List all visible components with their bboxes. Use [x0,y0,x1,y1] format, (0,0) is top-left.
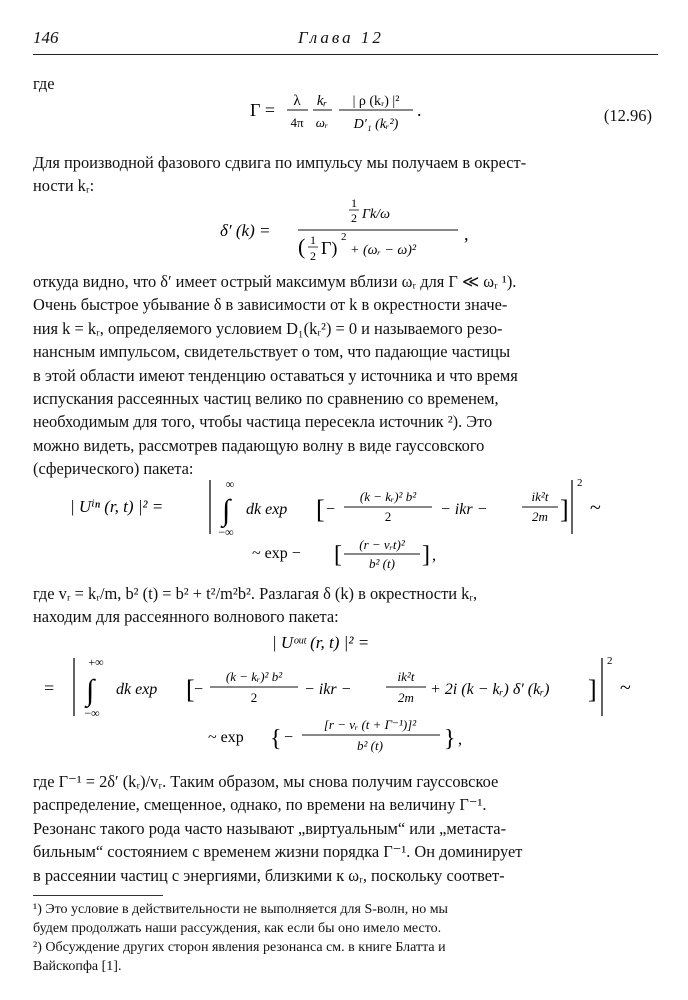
eq2-open-paren: ( [298,234,306,259]
paragraph-3 [33,582,655,629]
eq4-term3-den: 2m [398,690,414,705]
para2-line: можно видеть, рассмотрев падающую волну в виде гауссовского [33,435,485,455]
eq3-line2-num: (r − vᵣt)² [359,537,405,552]
page-number: 146 [33,28,59,47]
eq2-den-half-den: 2 [310,249,316,263]
para3-line: находим для рассеянного волнового пакета: [33,607,339,627]
eq2-square: 2 [341,231,347,243]
eq3-upper-limit: ∞ [225,477,235,491]
bracket-close-2: ] [422,542,430,568]
eq4-dk-exp: dk exp [116,681,158,698]
eq4-top: | Uᵒᵘᵗ (r, t) |² = [272,633,370,652]
eq1-kr: kᵣ [316,93,328,109]
eq3-lhs: | Uⁱⁿ (r, t) |² = [70,497,164,516]
header-rule [33,54,658,55]
para4-line: в рассеянии частиц с энергиями, близкими к ωᵣ, поскольку соответ- [33,865,505,885]
paragraph-4 [33,770,655,887]
eq4-line2-den: b² (t) [357,738,383,753]
eq4-square: 2 [607,655,613,667]
eq1-omega-r: ωᵣ [315,115,329,130]
eq1-lambda: λ [293,93,301,109]
para3-line: где vᵣ = kᵣ/m, b² (t) = b² + t²/m²b². Разлагая δ (k) в окрестности kᵣ, [33,584,478,603]
bracket-open: [ [186,675,195,704]
chapter-title: Глава 12 [298,28,384,47]
paragraph-2 [33,270,655,481]
bracket-close: ] [588,675,597,704]
para2-line: ния k = kᵣ, определяемого условием D₁(kᵣ²) = 0 и называемого резо- [33,318,503,338]
eq4-upper-limit: +∞ [88,655,104,669]
equation-incident-packet [70,474,630,574]
paragraph-1 [33,151,655,198]
eq4-term1-den: 2 [250,690,258,705]
eq2-lhs: δ′ (k) = [220,221,271,240]
eq3-term1-den: 2 [384,509,392,524]
minus-sign: − [284,729,294,746]
eq2-numer-rest: Γk/ω [362,207,390,222]
integral-sign: ∫ [86,674,95,707]
eq4-lower-limit: −∞ [84,706,100,720]
brace-close: } [444,726,456,752]
eq4-eq-sign: = [44,678,55,698]
footnote-line: ¹) Это условие в действительности не выполняется для S-волн, но мы [33,902,448,917]
eq4-tilde: ~ [620,677,631,699]
eq3-square: 2 [577,477,583,489]
para2-line: в этой области имеют тенденцию оставаться у источника и что время [33,365,518,385]
bracket-open: [ [316,495,325,524]
eq3-dk-exp: dk exp [246,501,288,518]
eq3-tilde: ~ [590,497,601,519]
para2-line: испускания рассеянных частиц велико по сравнению со временем, [33,389,499,409]
where-label-1: где [33,74,55,93]
eq1-period: . [417,100,422,120]
eq4-term2: − ikr − [304,681,352,698]
para4-line: распределение, смещенное, однако, по времени на величину Γ⁻¹. [33,795,487,815]
eq2-den-half-num: 1 [310,233,316,247]
eq2-den-rest: + (ωᵣ − ω)² [350,243,417,258]
brace-open: { [270,726,282,752]
para1-line: ности kᵣ: [33,176,95,196]
eq4-term1-num: (k − kᵣ)² b² [225,669,283,684]
equation-number: (12.96) [603,106,652,125]
eq4-line2-prefix: ~ exp [208,729,244,746]
equation-delta-prime [220,192,480,268]
eq2-comma: , [464,224,469,244]
eq3-term3-den: 2m [532,509,548,524]
running-header [33,28,658,50]
para1-line: Для производной фазового сдвига по импульсу мы получаем в окрест- [33,153,527,172]
footnote-line: ²) Обсуждение других сторон явления резонанса см. в книге Блатта и [33,940,446,955]
eq2-den-gamma: Γ) [321,238,338,258]
footnote-rule [33,895,163,896]
para2-line: Очень быстрое убывание δ в зависимости от k в окрестности значе- [33,295,508,315]
para2-line: нансным импульсом, свидетельствует о том, что падающие частицы [33,342,511,362]
footnotes [33,900,655,976]
eq4-line2-end: , [458,731,462,748]
footnote-line: Вайскопфа [1]. [33,959,122,974]
para4-line: Резонанс такого рода часто называют „виртуальным“ или „метаста- [33,818,507,838]
eq3-term3-num: ik²t [531,489,549,504]
para2-line: необходимым для того, чтобы частица пересекла источник ²). Это [33,412,493,432]
footnote-line: будем продолжать наши рассуждения, как если бы оно имело место. [33,921,442,936]
eq3-lower-limit: −∞ [218,525,234,539]
bracket-close: ] [560,495,569,524]
eq4-term3-num: ik²t [397,669,415,684]
para2-line: откуда видно, что δ′ имеет острый максимум вблизи ωᵣ для Γ ≪ ωᵣ ¹). [33,272,517,291]
minus-sign: − [194,681,204,698]
eq1-numerator: | ρ (kᵣ) |² [352,94,400,109]
eq2-half-num: 1 [351,196,357,210]
eq3-term2: − ikr − [440,501,488,518]
eq3-term1-num: (k − kᵣ)² b² [359,489,417,504]
equation-12-96 [250,86,450,138]
equation-scattered-packet [30,628,650,768]
minus-sign: − [326,501,336,518]
eq1-denominator: D′₁ (kᵣ²) [353,117,399,132]
para4-line: где Γ⁻¹ = 2δ′ (kᵣ)/vᵣ. Таким образом, мы снова получим гауссовское [33,772,499,791]
eq3-line2-prefix: ~ exp − [252,545,301,562]
para2-line: (сферического) пакета: [33,459,194,479]
eq4-term4: + 2i (k − kᵣ) δ′ (kᵣ) [430,681,550,698]
eq2-half-den: 2 [351,211,357,225]
eq3-line2-den: b² (t) [369,556,395,571]
eq3-line2-end: , [432,547,436,564]
para4-line: бильным“ состоянием с временем жизни порядка Γ⁻¹. Он доминирует [33,842,523,862]
eq1-four-pi: 4π [290,115,304,130]
integral-sign: ∫ [222,494,231,527]
bracket-open-2: [ [334,542,342,568]
eq4-line2-num: [r − vᵣ (t + Γ⁻¹)]² [323,717,417,732]
eq1-lhs: Γ = [250,100,276,120]
